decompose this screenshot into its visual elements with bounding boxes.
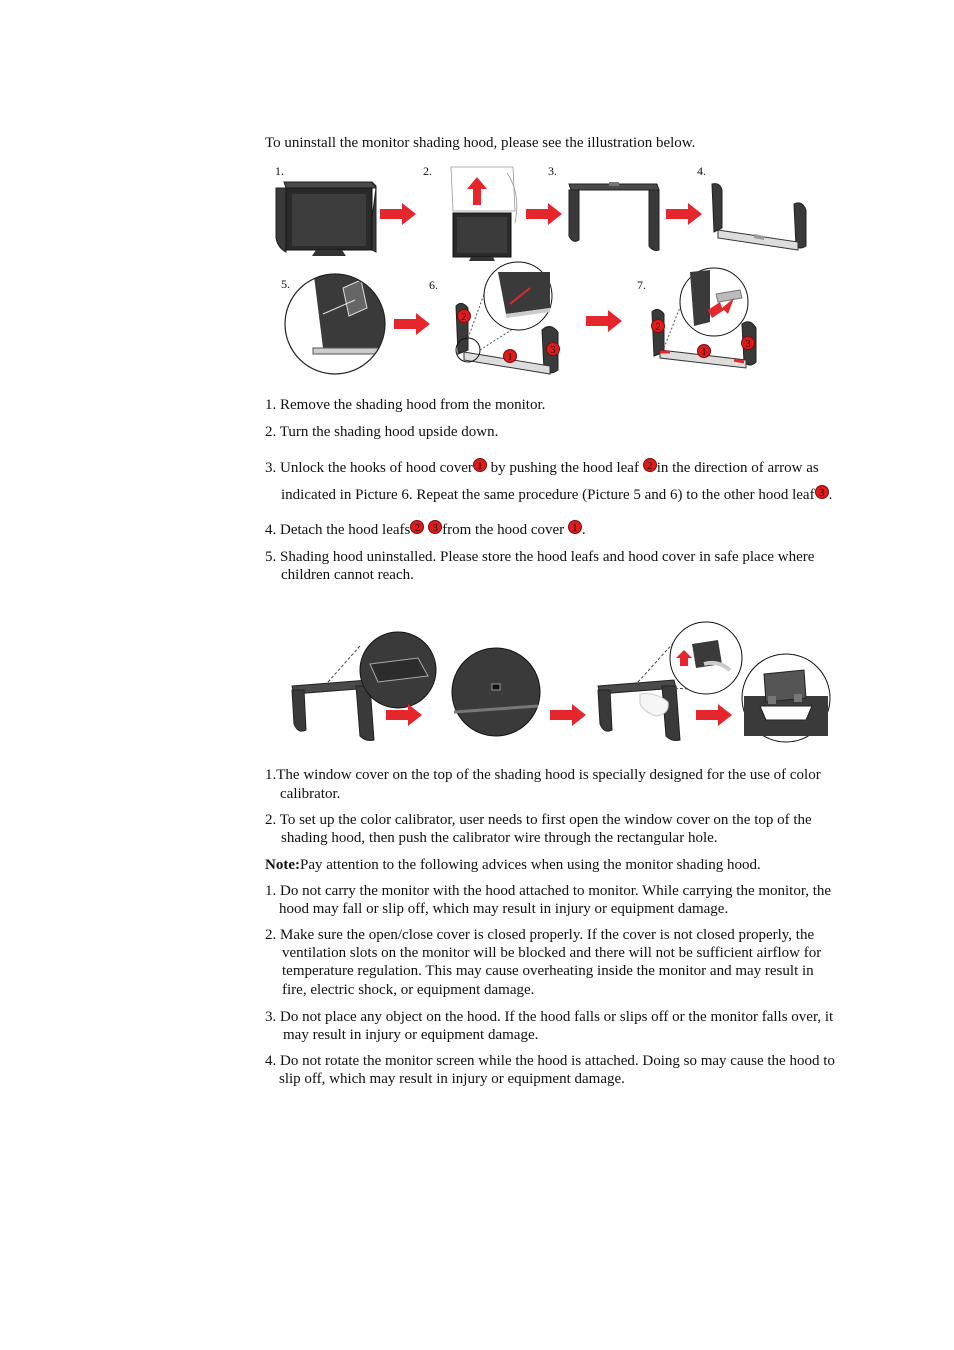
step-number-7: 7. — [637, 278, 646, 292]
step-number-5: 5. — [281, 277, 290, 291]
note-2-line-1: 2. Make sure the open/close cover is closed properly. If the cover is not closed properly, the — [265, 927, 815, 943]
uninstall-step-4: 4. Detach the hood leafs 2 3 from the hood cover 1 . — [265, 522, 586, 538]
arrow-right-icon — [586, 310, 622, 332]
calibrator-hole-closeup-illustration — [740, 652, 832, 744]
note-1-line-1: 1. Do not carry the monitor with the hood attached to monitor. While carrying the monitor, the — [265, 883, 832, 899]
step-number-6: 6. — [429, 278, 438, 292]
note-3-line-2: may result in injury or equipment damage. — [283, 1027, 539, 1043]
window-opening-closeup-illustration — [450, 646, 544, 738]
badge-1: 1 — [697, 344, 711, 358]
step-number-3: 3. — [548, 164, 557, 178]
step-number-4: 4. — [697, 164, 706, 178]
uninstall-step-1: 1. Remove the shading hood from the monitor. — [265, 397, 546, 413]
uninstall-step-2: 2. Turn the shading hood upside down. — [265, 424, 499, 440]
badge-1: 1 — [568, 520, 582, 534]
uninstall-step-5-line-2: children cannot reach. — [281, 567, 414, 583]
calibrator-text-1-line-2: calibrator. — [280, 786, 341, 802]
note-1-line-2: hood may fall or slip off, which may result in injury or equipment damage. — [279, 901, 729, 917]
window-cover-closeup-illustration — [288, 620, 448, 744]
arrow-right-icon — [666, 203, 702, 225]
badge-1: 1 — [503, 349, 517, 363]
calibrator-text-2-line-1: 2. To set up the color calibrator, user needs to first open the window cover on the top of the — [265, 812, 812, 828]
badge-2: 2 — [643, 458, 657, 472]
note-label: Note: — [265, 857, 300, 873]
step-number-2: 2. — [423, 164, 432, 178]
arrow-right-icon — [526, 203, 562, 225]
hook-closeup-illustration — [283, 268, 393, 380]
calibrator-text-2-line-2: shading hood, then push the calibrator wire through the rectangular hole. — [281, 830, 718, 846]
note-4-line-1: 4. Do not rotate the monitor screen while the hood is attached. Doing so may cause the hood to — [265, 1053, 835, 1069]
badge-3: 3 — [546, 342, 560, 356]
note-text: Pay attention to the following advices when using the monitor shading hood. — [299, 857, 761, 873]
intro-text: To uninstall the monitor shading hood, please see the illustration below. — [265, 135, 696, 151]
badge-2: 2 — [651, 319, 665, 333]
badge-3: 3 — [741, 336, 755, 350]
note-2-line-3: temperature regulation. This may cause overheating inside the monitor and may result in — [282, 963, 814, 979]
badge-1: 1 — [473, 458, 487, 472]
note-3-line-1: 3. Do not place any object on the hood. If the hood falls or slips off or the monitor falls over, it — [265, 1009, 834, 1025]
uninstall-step-5-line-1: 5. Shading hood uninstalled. Please store the hood leafs and hood cover in safe place where — [265, 549, 815, 565]
note-2-line-2: ventilation slots on the monitor will be blocked and there will not be sufficient airflow for — [282, 945, 822, 961]
badge-3: 3 — [815, 485, 829, 499]
hood-upside-down-illustration — [710, 180, 810, 254]
step-number-1: 1. — [275, 164, 284, 178]
monitor-with-hood-illustration — [272, 178, 382, 258]
badge-2: 2 — [410, 520, 424, 534]
calibrator-text-1-line-1: 1.The window cover on the top of the shading hood is specially designed for the use of color — [265, 767, 821, 783]
uninstall-step-3-line-2: indicated in Picture 6. Repeat the same procedure (Picture 5 and 6) to the other hood leaf 3 . — [281, 487, 833, 503]
arrow-right-icon — [380, 203, 416, 225]
uninstall-step-3-line-1: 3. Unlock the hooks of hood cover 1 by pushing the hood leaf 2 in the direction of arrow as — [265, 460, 819, 476]
arrow-right-icon — [696, 704, 732, 726]
hood-removal-illustration — [445, 163, 525, 263]
badge-2: 2 — [457, 309, 471, 323]
arrow-right-icon — [394, 313, 430, 335]
note-4-line-2: slip off, which may result in injury or equipment damage. — [279, 1071, 625, 1087]
hood-upright-illustration — [565, 178, 665, 254]
note-line — [265, 856, 761, 874]
arrow-right-icon — [550, 704, 586, 726]
arrow-right-icon — [386, 704, 422, 726]
note-2-line-4: fire, electric shock, or equipment damage. — [282, 982, 535, 998]
badge-3: 3 — [428, 520, 442, 534]
